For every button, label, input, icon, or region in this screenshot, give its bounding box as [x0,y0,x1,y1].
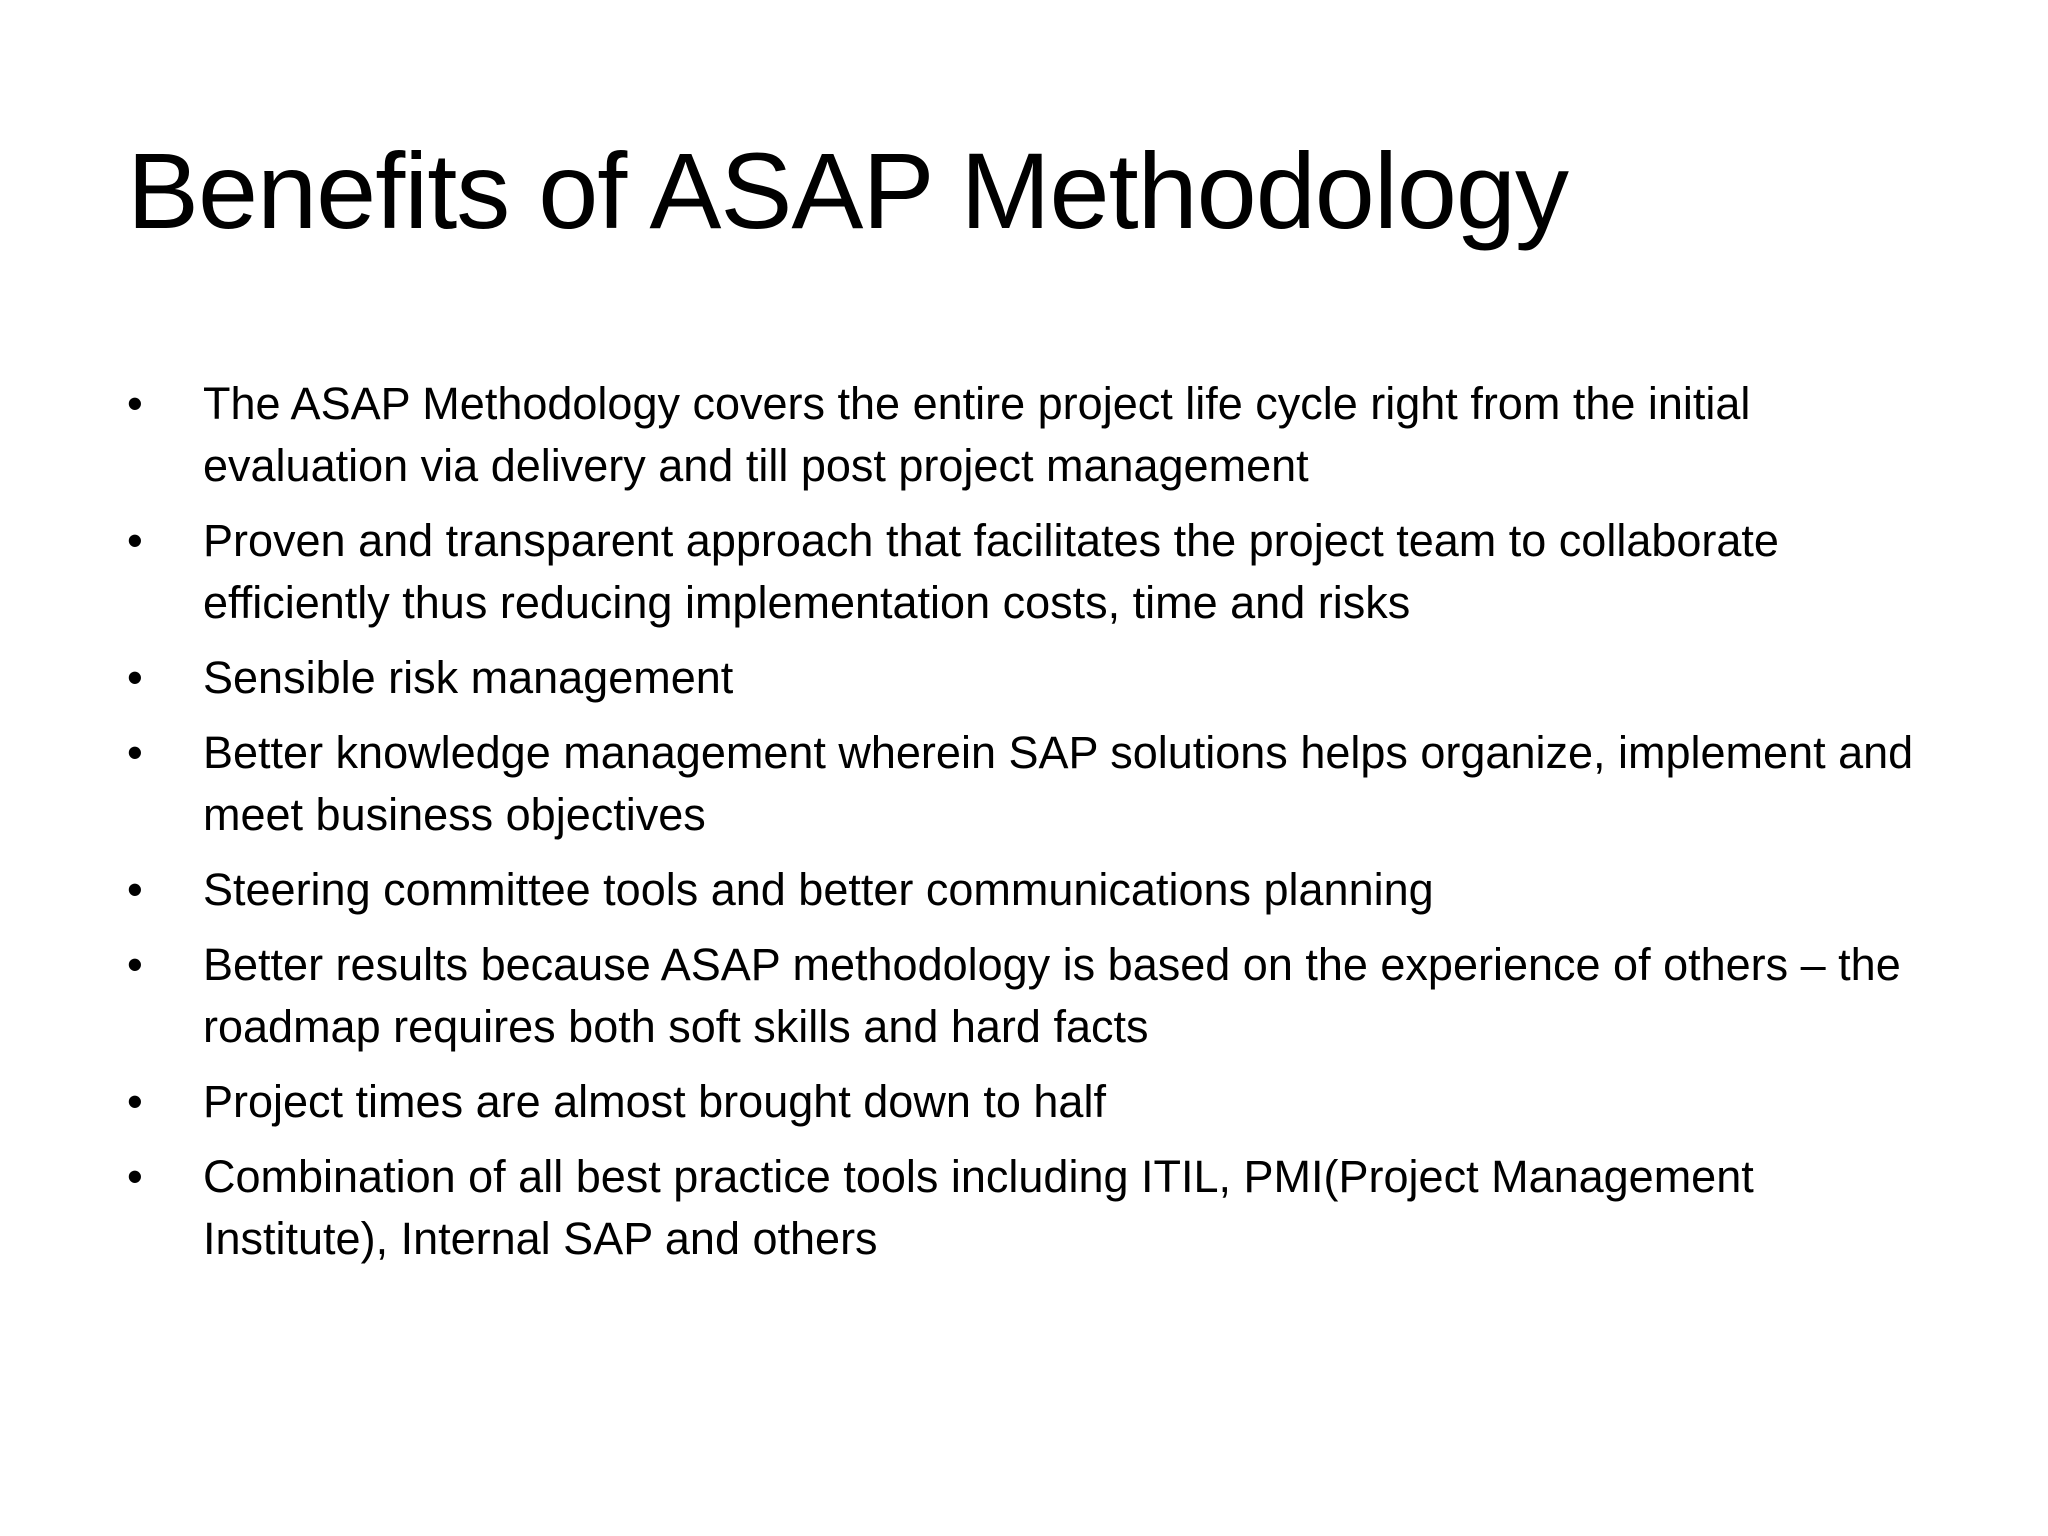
bullet-dot-icon: • [127,652,143,703]
bullet-text: Proven and transparent approach that facilitates the project team to collaborate efficiently thus reducing implementation costs, time and risks [203,515,1779,628]
bullet-dot-icon: • [127,1151,143,1202]
bullet-item [127,859,1927,921]
bullet-item [127,1071,1927,1133]
bullet-dot-icon: • [127,1076,143,1127]
bullet-item [127,934,1927,1058]
bullet-list [127,373,1927,1283]
bullet-item [127,373,1927,497]
bullet-dot-icon: • [127,515,143,566]
bullet-item [127,1146,1927,1270]
bullet-text: The ASAP Methodology covers the entire project life cycle right from the initial evaluation via delivery and till post project management [203,378,1751,491]
bullet-dot-icon: • [127,864,143,915]
bullet-dot-icon: • [127,378,143,429]
bullet-text: Better knowledge management wherein SAP solutions helps organize, implement and meet business objectives [203,727,1914,840]
bullet-item [127,722,1927,846]
bullet-text: Combination of all best practice tools including ITIL, PMI(Project Management Institute), Internal SAP and others [203,1151,1754,1264]
bullet-text: Steering committee tools and better communications planning [203,864,1434,915]
slide-title: Benefits of ASAP Methodology [127,130,1568,251]
bullet-text: Better results because ASAP methodology is based on the experience of others – the roadmap requires both soft skills and hard facts [203,939,1901,1052]
bullet-item [127,510,1927,634]
bullet-dot-icon: • [127,939,143,990]
bullet-item [127,647,1927,709]
bullet-text: Project times are almost brought down to half [203,1076,1106,1127]
bullet-text: Sensible risk management [203,652,734,703]
bullet-dot-icon: • [127,727,143,778]
